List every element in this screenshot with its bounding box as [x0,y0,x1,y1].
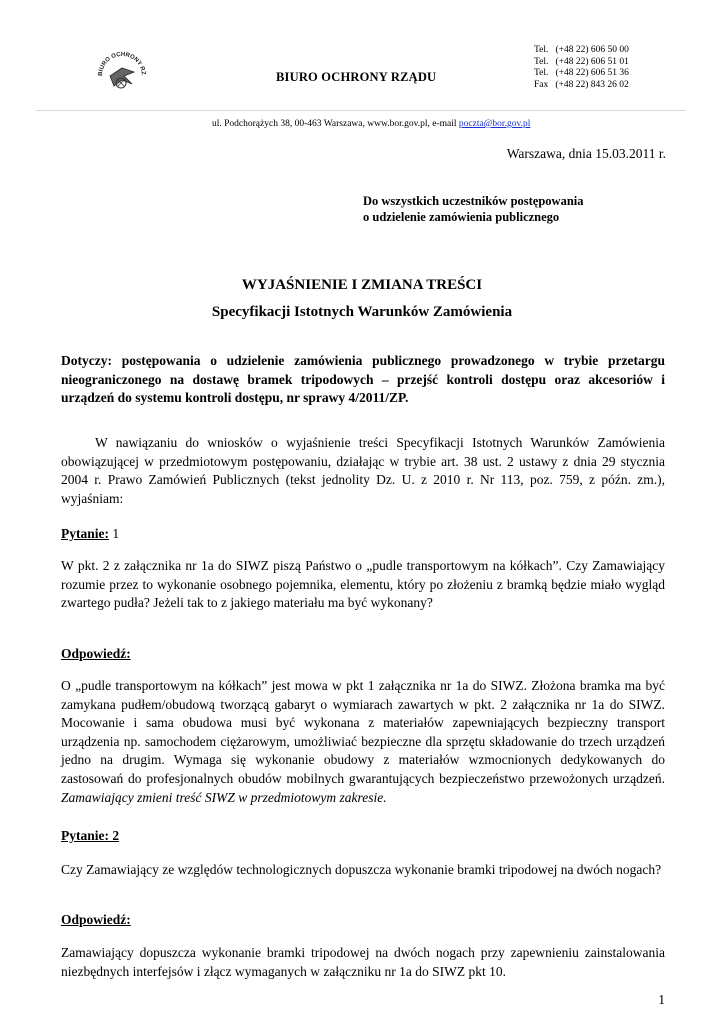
phone-3: Tel. (+48 22) 606 51 36 [534,68,629,79]
answer-1-heading [61,646,131,662]
organization-name: BIURO OCHRONY RZĄDU [276,70,437,84]
logo-text: BIURO OCHRONY RZ [97,51,147,77]
answer-1-label: Odpowiedź: [61,646,131,661]
question-1-label: Pytanie: [61,526,109,541]
phone-2: Tel. (+48 22) 606 51 01 [534,56,629,67]
organization-logo [94,46,150,102]
document-title: WYJAŚNIENIE I ZMIANA TREŚCI [241,277,483,293]
question-1-text: W pkt. 2 z załącznika nr 1a do SIWZ piszą Państwo o „pudle transportowym na kółkach”. Czy Zamawiający rozumie przez to wykonanie osobnego pojemnika, elementu, który po złożeniu z bramką będzie miało wygląd zwartego pudła? Jeżeli tak to z jakiego materiału ma być wykonany? [61,558,665,611]
recipient-line-2: o udzielenie zamówienia publicznego [363,210,560,224]
recipient-line-1: Do wszystkich uczestników postępowania [363,194,584,208]
question-1-heading [61,526,119,542]
header-divider [36,110,686,111]
phone-1: Tel. (+48 22) 606 50 00 [534,45,629,55]
address-line [212,119,530,129]
intro-paragraph: W nawiązaniu do wniosków o wyjaśnienie treści Specyfikacji Istotnych Warunków Zamówienia obowiązującej w przedmiotowym postępowaniu, działając w trybie art. 38 ust. 2 ustawy z dnia 29 stycznia 2004 r. Prawo Zamówień Publicznych (tekst jednolity Dz. U. z 2010 r. Nr 113, poz. 759, z późn. zm.), wyjaśniam: [61,435,665,506]
subject-paragraph: Dotyczy: postępowania o udzielenie zamówienia publicznego prowadzonego w trybie przetargu nieograniczonego na dostawę bramek tripodowych – przejść kontroli dostępu oraz akcesoriów i urządzeń do systemu kontroli dostępu, nr sprawy 4/2011/ZP. [61,353,665,406]
answer-1-text: O „pudle transportowym na kółkach” jest mowa w pkt 1 załącznika nr 1a do SIWZ. Złożona bramka ma być zamykana pudłem/obudową tworzącą gabaryt o wymiarach zawartych w pkt. 2 załącznika nr 1a do SIWZ. Mocowanie i sama obudowa musi być wykonana z materiałów zapewniających bezpieczny transport urządzenia np. samochodem ciężarowym, umożliwiać bezpieczne dla sprzętu składowanie do trzech urządzeń jedno na drugim. Wymaga się wykonanie obudowy z materiałów wzmocnionych dedykowanych do zastosowań do profesjonalnych obudów mobilnych gwarantujących bezpieczeństwo przewożonych urządzeń. [61,678,665,786]
contact-block [534,45,629,91]
question-1-number: 1 [109,526,120,541]
document-date: Warszawa, dnia 15.03.2011 r. [506,146,666,161]
question-2-text: Czy Zamawiający ze względów technologicznych dopuszcza wykonanie bramki tripodowej na dwóch nogach? [61,862,662,877]
address-text: ul. Podchorążych 38, 00-463 Warszawa, www.bor.gov.pl, e-mail [212,119,459,129]
answer-2-heading [61,912,131,928]
document-subtitle: Specyfikacji Istotnych Warunków Zamówienia [211,304,513,320]
answer-2-text: Zamawiający dopuszcza wykonanie bramki tripodowej na dwóch nogach przy zapewnieniu zainstalowania niezbędnych interfejsów i złącz wymaganych w załączniku nr 1a do SIWZ pkt 10. [61,945,665,979]
recipient-block [363,193,584,225]
answer-1-paragraph [61,677,665,807]
page-number: 1 [658,992,665,1007]
fax: Fax (+48 22) 843 26 02 [534,79,629,90]
question-2-label: Pytanie: 2 [61,828,120,843]
answer-2-label: Odpowiedź: [61,912,131,927]
question-2-heading [61,828,119,844]
answer-1-italic-note: Zamawiający zmieni treść SIWZ w przedmiotowym zakresie. [61,789,387,805]
email-link[interactable]: poczta@bor.gov.pl [458,119,531,129]
